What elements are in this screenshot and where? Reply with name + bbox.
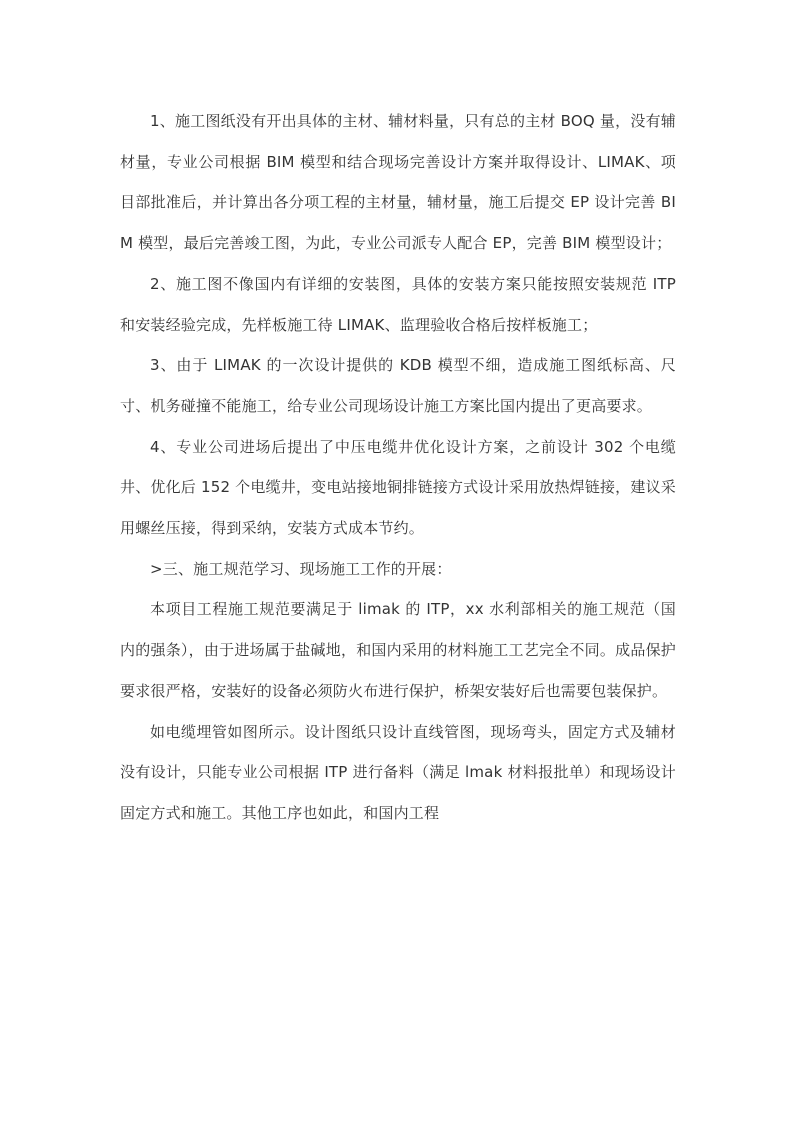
section-heading: >三、施工规范学习、现场施工工作的开展： — [150, 559, 452, 578]
paragraph-4: 4、专业公司进场后提出了中压电缆井优化设计方案，之前设计 302 个电缆井、优化后 152 个电缆井，变电站接地铜排链接方式设计采用放热焊链接，建议采用螺丝压接，得到采纳，安装方式成本节约。 — [120, 437, 676, 538]
section-paragraph-1: 本项目工程施工规范要满足于 limak 的 ITP，xx 水利部相关的施工规范（国内的强条），由于进场属于盐碱地，和国内采用的材料施工工艺完全不同。成品保护要求很严格，安装好的设备必须防火布进行保护，桥架安装好后也需要包装保护。 — [120, 600, 676, 700]
section-paragraph-2: 如电缆埋管如图所示。设计图纸只设计直线管图，现场弯头，固定方式及辅材没有设计，只能专业公司根据 ITP 进行备料（满足 lmak 材料报批单）和现场设计固定方式和施工。其他工序也如此，和国内工程 — [120, 722, 676, 822]
paragraph-2: 2、施工图不像国内有详细的安装图，具体的安装方案只能按照安装规范 ITP 和安装经验完成，先样板施工待 LIMAK、监理验收合格后按样板施工； — [120, 274, 676, 334]
document-body — [120, 101, 676, 834]
paragraph-3: 3、由于 LIMAK 的一次设计提供的 KDB 模型不细，造成施工图纸标高、尺寸、机务碰撞不能施工，给专业公司现场设计施工方案比国内提出了更高要求。 — [120, 356, 676, 415]
paragraph-1: 1、施工图纸没有开出具体的主材、辅材料量，只有总的主材 BOQ 量，没有辅材量，专业公司根据 BIM 模型和结合现场完善设计方案并取得设计、LIMAK、项目部批准后，并计算出各分项工程的主材量，辅材量，施工后提交 EP 设计完善 BIM 模型，最后完善竣工图，为此，专业公司派专人配合 EP，完善 BIM 模型设计； — [120, 112, 676, 253]
